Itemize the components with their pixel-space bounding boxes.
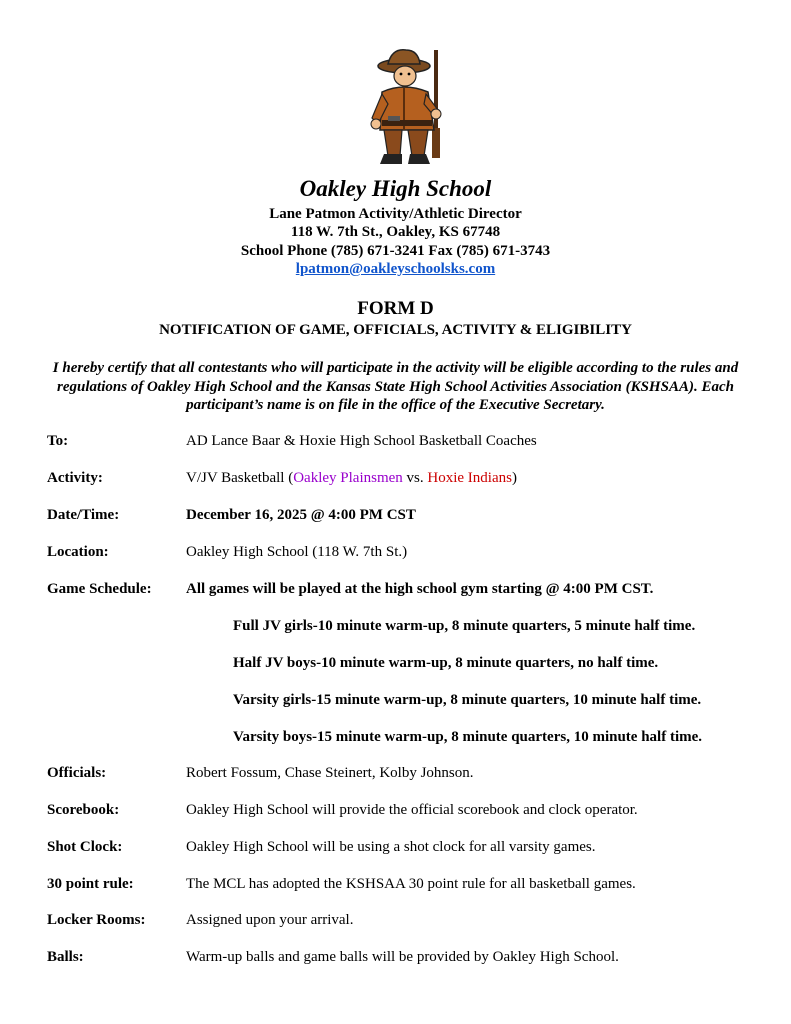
schedule-game-varsity-girls: Varsity girls-15 minute warm-up, 8 minute quarters, 10 minute half time. — [233, 692, 702, 708]
school-name: Oakley High School — [299, 176, 492, 201]
activity-suffix: ) — [511, 470, 517, 486]
shot-clock-label: Shot Clock: — [47, 839, 123, 855]
form-subtitle: NOTIFICATION OF GAME, OFFICIALS, ACTIVITY & ELIGIBILITY — [159, 322, 632, 338]
director-line: Lane Patmon Activity/Athletic Director — [269, 206, 522, 222]
scorebook-value: Oakley High School will provide the official scorebook and clock operator. — [186, 802, 638, 818]
schedule-game-jv-girls: Full JV girls-10 minute warm-up, 8 minute quarters, 5 minute half time. — [233, 618, 696, 634]
activity-label: Activity: — [47, 470, 103, 486]
officials-label: Officials: — [47, 765, 107, 781]
location-label: Location: — [47, 544, 109, 560]
certification-statement: I hereby certify that all contestants who will participate in the activity will be eligible according to the rules and regulations of Oakley High School and the Kansas State High School Activities Association (KSHSAA). Each participant’s name is on file in the office of the Executive Secretary. — [52, 360, 739, 413]
schedule-game-jv-boys: Half JV boys-10 minute warm-up, 8 minute quarters, no half time. — [233, 655, 659, 671]
to-label: To: — [47, 433, 69, 449]
schedule-game-varsity-boys: Varsity boys-15 minute warm-up, 8 minute quarters, 10 minute half time. — [233, 729, 703, 745]
schedule-value: All games will be played at the high school gym starting @ 4:00 PM CST. — [186, 581, 654, 597]
point-rule-value: The MCL has adopted the KSHSAA 30 point rule for all basketball games. — [186, 876, 636, 892]
officials-value: Robert Fossum, Chase Steinert, Kolby Johnson. — [186, 765, 474, 781]
address-line: 118 W. 7th St., Oakley, KS 67748 — [290, 224, 501, 240]
schedule-label: Game Schedule: — [47, 581, 152, 597]
phone-fax-line: School Phone (785) 671-3241 Fax (785) 671-3743 — [240, 243, 551, 259]
plainsman-mascot-logo — [368, 44, 460, 168]
activity-prefix: V/JV Basketball ( — [186, 470, 294, 486]
form-title: FORM D — [357, 298, 434, 319]
email-link[interactable]: lpatmon@oakleyschoolsks.com — [295, 261, 496, 277]
balls-value: Warm-up balls and game balls will be provided by Oakley High School. — [186, 949, 619, 965]
datetime-value: December 16, 2025 @ 4:00 PM CST — [186, 507, 416, 523]
shot-clock-value: Oakley High School will be using a shot clock for all varsity games. — [186, 839, 596, 855]
location-value: Oakley High School (118 W. 7th St.) — [186, 544, 408, 560]
team-oakley: Oakley Plainsmen — [293, 470, 403, 486]
locker-rooms-value: Assigned upon your arrival. — [186, 912, 354, 928]
balls-label: Balls: — [47, 949, 84, 965]
point-rule-label: 30 point rule: — [47, 876, 134, 892]
team-hoxie: Hoxie Indians — [427, 470, 512, 486]
to-value: AD Lance Baar & Hoxie High School Basketball Coaches — [186, 433, 537, 449]
activity-value — [186, 468, 517, 488]
datetime-label: Date/Time: — [47, 507, 120, 523]
locker-rooms-label: Locker Rooms: — [47, 912, 146, 928]
scorebook-label: Scorebook: — [47, 802, 120, 818]
activity-vs: vs. — [402, 470, 428, 486]
